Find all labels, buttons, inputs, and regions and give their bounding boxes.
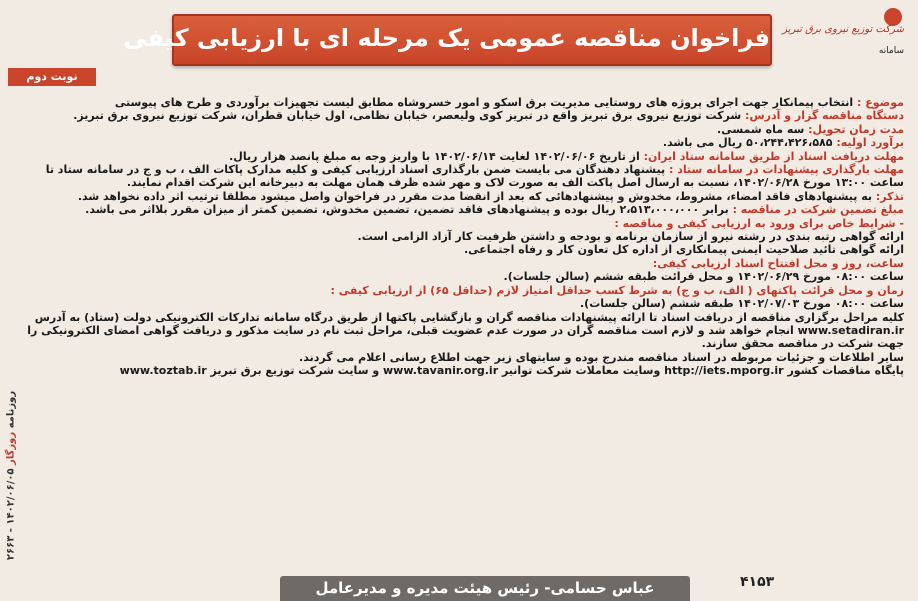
- ad-code: ۴۱۵۳: [740, 574, 775, 590]
- estimate-line: [12, 136, 904, 149]
- note-line: [12, 190, 904, 203]
- company-logo: [782, 6, 908, 64]
- opening-text: ساعت ۰۸:۰۰ مورخ ۱۴۰۲/۰۶/۲۹ و محل قرائت طبقه ششم (سالن جلسات).: [503, 270, 904, 284]
- note-label: تذکر:: [875, 189, 904, 203]
- guarantee-label: مبلغ تضمین شرکت در مناقصه :: [732, 203, 904, 217]
- page-title: فراخوان مناقصه عمومی یک مرحله ای با ارزیابی کیفی: [123, 24, 770, 52]
- title-banner: [123, 14, 772, 66]
- side-caption: [6, 383, 17, 569]
- logo-text: شرکت توزیع نیروی برق تبریز: [782, 24, 904, 35]
- condition-2: ارائه گواهی تائید صلاحیت ایمنی پیمانکاری از اداره کل تعاون کار و رفاه اجتماعی.: [463, 243, 904, 257]
- paper-name: روزگار: [5, 431, 17, 465]
- sites-text: پایگاه مناقصات کشور http://iets.mporg.ir وسایت معاملات شرکت توانیر www.tavanir.org.ir و سایت شرکت توزیع برق تبریز www.toztab.ir: [119, 364, 904, 378]
- paper-date: ۱۴۰۲/۰۶/۰۵ - ۲۶۶۳: [5, 468, 17, 561]
- receipt-line: [12, 150, 904, 163]
- receipt-text: از تاریخ ۱۴۰۲/۰۶/۰۶ لغایت ۱۴۰۲/۰۶/۱۴ با واریز وجه به مبلغ پانصد هزار ریال.: [229, 149, 644, 163]
- submit-line: [12, 163, 904, 190]
- newspaper-side-label: [0, 380, 22, 580]
- note-text: به پیشنهادهای فاقد امضاء، مشروط، مخدوش و پیشنهادهائی که بعد از انقضا مدت مقرر در فراخوان واصل میشود مطلقا ترتیب اثر داده نخواهد شد.: [77, 189, 876, 203]
- info-text: سایر اطلاعات و جزئیات مربوطه در اسناد مناقصه مندرج بوده و سایتهای زیر جهت اطلاع رسانی اعلام می گردند.: [299, 350, 904, 364]
- opening-heading: ساعت، روز و محل افتتاح اسناد ارزیابی کیفی:: [652, 256, 904, 270]
- subject-label: موضوع :: [857, 96, 904, 109]
- subject-text: انتخاب پیمانکار جهت اجرای پروژه های روستایی مدیریت برق اسکو و امور خسروشاه مطابق لیست تجهیزات برآوردی و طرح های پیوستی: [114, 96, 858, 109]
- estimate-text: ۵۰،۲۴۴،۴۲۶،۵۸۵ ریال می باشد.: [662, 136, 837, 150]
- organizer-label: دستگاه مناقصه گزار و آدرس:: [745, 109, 904, 123]
- submit-label: مهلت بارگذاری پیشنهادات در سامانه ستاد :: [668, 163, 904, 177]
- estimate-label: برآورد اولیه:: [836, 136, 904, 150]
- envelopes-text: ساعت ۰۸:۰۰ مورخ ۱۴۰۲/۰۷/۰۳ طبقه ششم (سالن جلسات).: [580, 297, 904, 311]
- subject-line: [12, 96, 904, 109]
- envelopes-heading: زمان و محل قرائت پاکتهای ( الف، ب و ج) به شرط کسب حداقل امتیاز لازم (حداقل ۶۵) از ارزیابی کیفی :: [330, 283, 904, 297]
- round-badge: نوبت دوم: [8, 68, 96, 86]
- duration-text: سه ماه شمسی.: [717, 122, 809, 136]
- receipt-label: مهلت دریافت اسناد از طریق سامانه ستاد ایران:: [643, 149, 904, 163]
- submit-text: پیشنهاد دهندگان می بایست ضمن بارگذاری اسناد ارزیابی کیفی و کلیه مدارک پاکات الف ، ب و ج در سامانه ستاد تا ساعت ۱۳:۰۰ مورخ ۱۴۰۲/۰۶/۲۸، نسبت به ارسال اصل پاکت الف به صورت لاک و مهر شده ظرف همان مهلت به دبیرخانه این شرکت اقدام نمایند.: [45, 163, 904, 190]
- general-text: کلیه مراحل برگزاری مناقصه از دریافت اسناد تا ارائه پیشنهادات مناقصه گران و بازگشایی پاکتها از طریق درگاه سامانه تدارکات الکترونیکی دولت (ستاد) به آدرس www.setadiran.ir انجام خواهد شد و لازم است مناقصه گران در صورت عدم عضویت قبلی، مراحل ثبت نام در سایت مذکور و دریافت گواهی امضای الکترونیکی را جهت شرکت در مناقصه محقق سازند.: [27, 310, 904, 351]
- guarantee-line: [12, 203, 904, 216]
- condition-1: ارائه گواهی رتبه بندی در رشته نیرو از سازمان برنامه و بودجه و داشتن ظرفیت کار آزاد الزامی است.: [357, 230, 904, 244]
- notice-body: [12, 96, 904, 558]
- logo-subtext: سامانه: [878, 46, 904, 56]
- organizer-line: [12, 109, 904, 122]
- duration-line: [12, 123, 904, 136]
- signature-bar: عباس حسامی- رئیس هیئت مدیره و مدیرعامل: [280, 576, 690, 601]
- guarantee-text: برابر ۲،۵۱۳،۰۰۰،۰۰۰ ریال بوده و پیشنهادهای فاقد تضمین، تضمین مخدوش، تضمین کمتر از میزان مقرر بلااثر می باشد.: [85, 203, 733, 217]
- organizer-text: شرکت توزیع نیروی برق تبریز واقع در تبریز کوی ولیعصر، خیابان نظامی، اول خیابان قطران، شرکت توزیع نیروی برق تبریز.: [73, 109, 746, 123]
- conditions-heading: - شرایط خاص برای ورود به ارزیابی کیفی و مناقصه :: [614, 216, 904, 230]
- paper-label: روزنامه: [5, 390, 17, 429]
- duration-label: مدت زمان تحویل:: [808, 122, 904, 136]
